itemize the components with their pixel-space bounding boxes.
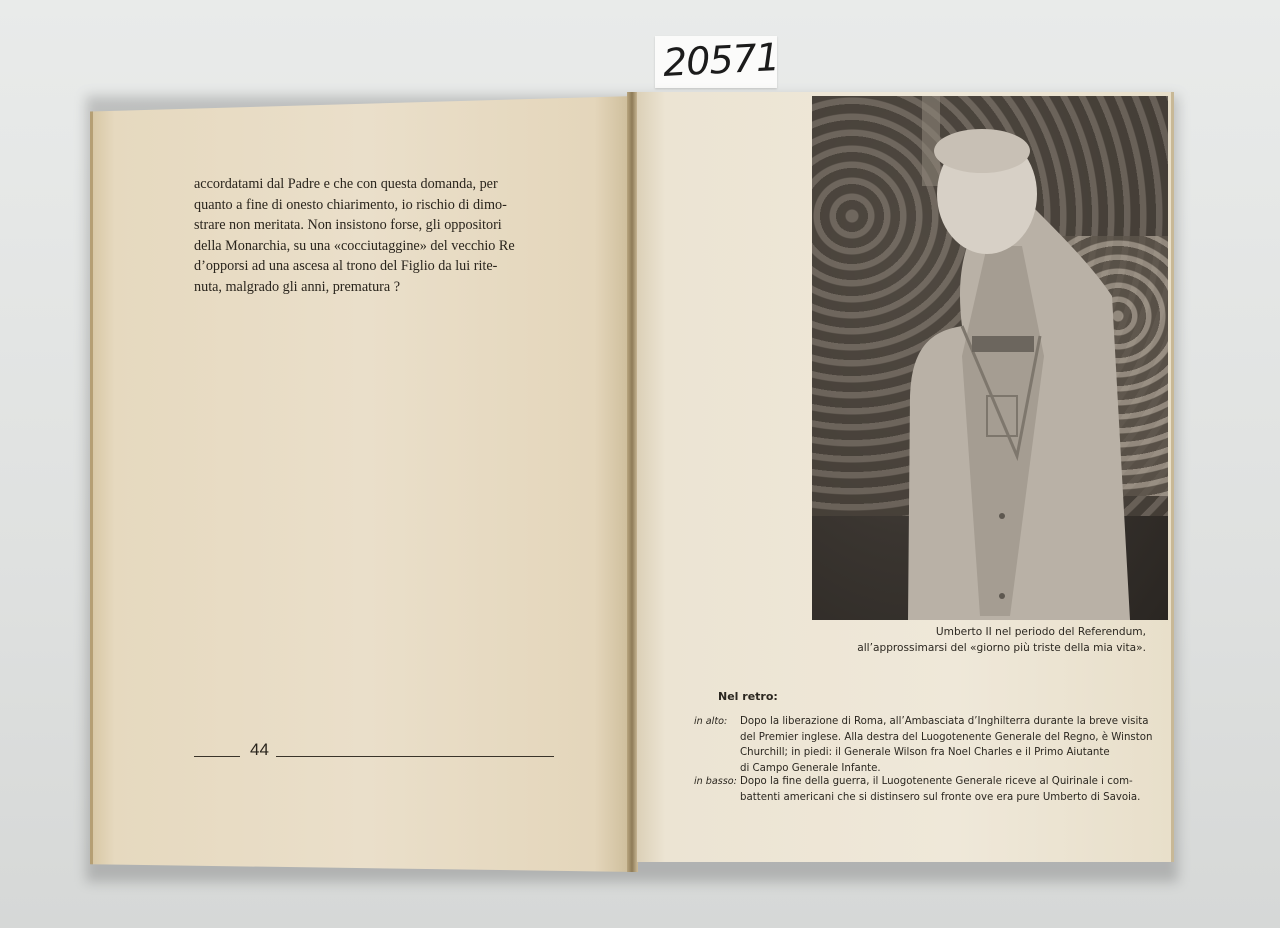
inventory-sticker: [655, 34, 780, 88]
note-tag: in basso:: [694, 776, 737, 787]
inventory-number: 20571: [661, 34, 780, 86]
note-line: del Premier inglese. Alla destra del Luogotenente Generale del Regno, è Winston: [740, 731, 1153, 743]
text-line: nuta, malgrado gli anni, prematura ?: [194, 278, 401, 295]
note-line: di Campo Generale Infante.: [740, 762, 881, 774]
text-line: quanto a fine di onesto chiarimento, io rischio di dimo-: [194, 196, 507, 213]
text-line: d’opporsi ad una ascesa al trono del Figlio da lui rite-: [194, 258, 498, 274]
book-gutter: [627, 92, 637, 872]
back-notes-heading: Nel retro:: [718, 690, 778, 703]
note-line: Churchill; in piedi: il Generale Wilson fra Noel Charles e il Primo Aiutante: [740, 747, 1110, 758]
text-line: accordatami dal Padre e che con questa domanda, per: [194, 176, 498, 192]
portrait-photo: [812, 96, 1168, 620]
caption-line: all’approssimarsi del «giorno più triste della mia vita».: [857, 642, 1146, 654]
note-bottom: [694, 774, 1144, 806]
note-tag: in alto:: [694, 716, 728, 727]
note-line: Dopo la liberazione di Roma, all’Ambasciata d’Inghilterra durante la breve visita: [740, 716, 1149, 727]
note-line: Dopo la fine della guerra, il Luogotenente Generale riceve al Quirinale i com-: [740, 776, 1133, 787]
footer-rule-right: [276, 756, 554, 757]
caption-line: Umberto II nel periodo del Referendum,: [935, 626, 1146, 638]
page-number: 44: [250, 740, 269, 759]
text-line: strare non meritata. Non insistono forse, gli oppositori: [194, 217, 502, 233]
note-text: [740, 714, 1153, 776]
note-text: [740, 774, 1140, 805]
photo-caption: [820, 624, 1146, 656]
footer-rule-left: [194, 756, 240, 757]
text-line: della Monarchia, su una «cocciutaggine» del vecchio Re: [194, 237, 515, 254]
officer-figure: [812, 96, 1168, 620]
note-line: battenti americani che si distinsero sul fronte ove era pure Umberto di Savoia.: [740, 791, 1141, 803]
left-page-text: [194, 174, 554, 297]
page-footer: [194, 740, 556, 764]
note-top: [694, 714, 1153, 778]
